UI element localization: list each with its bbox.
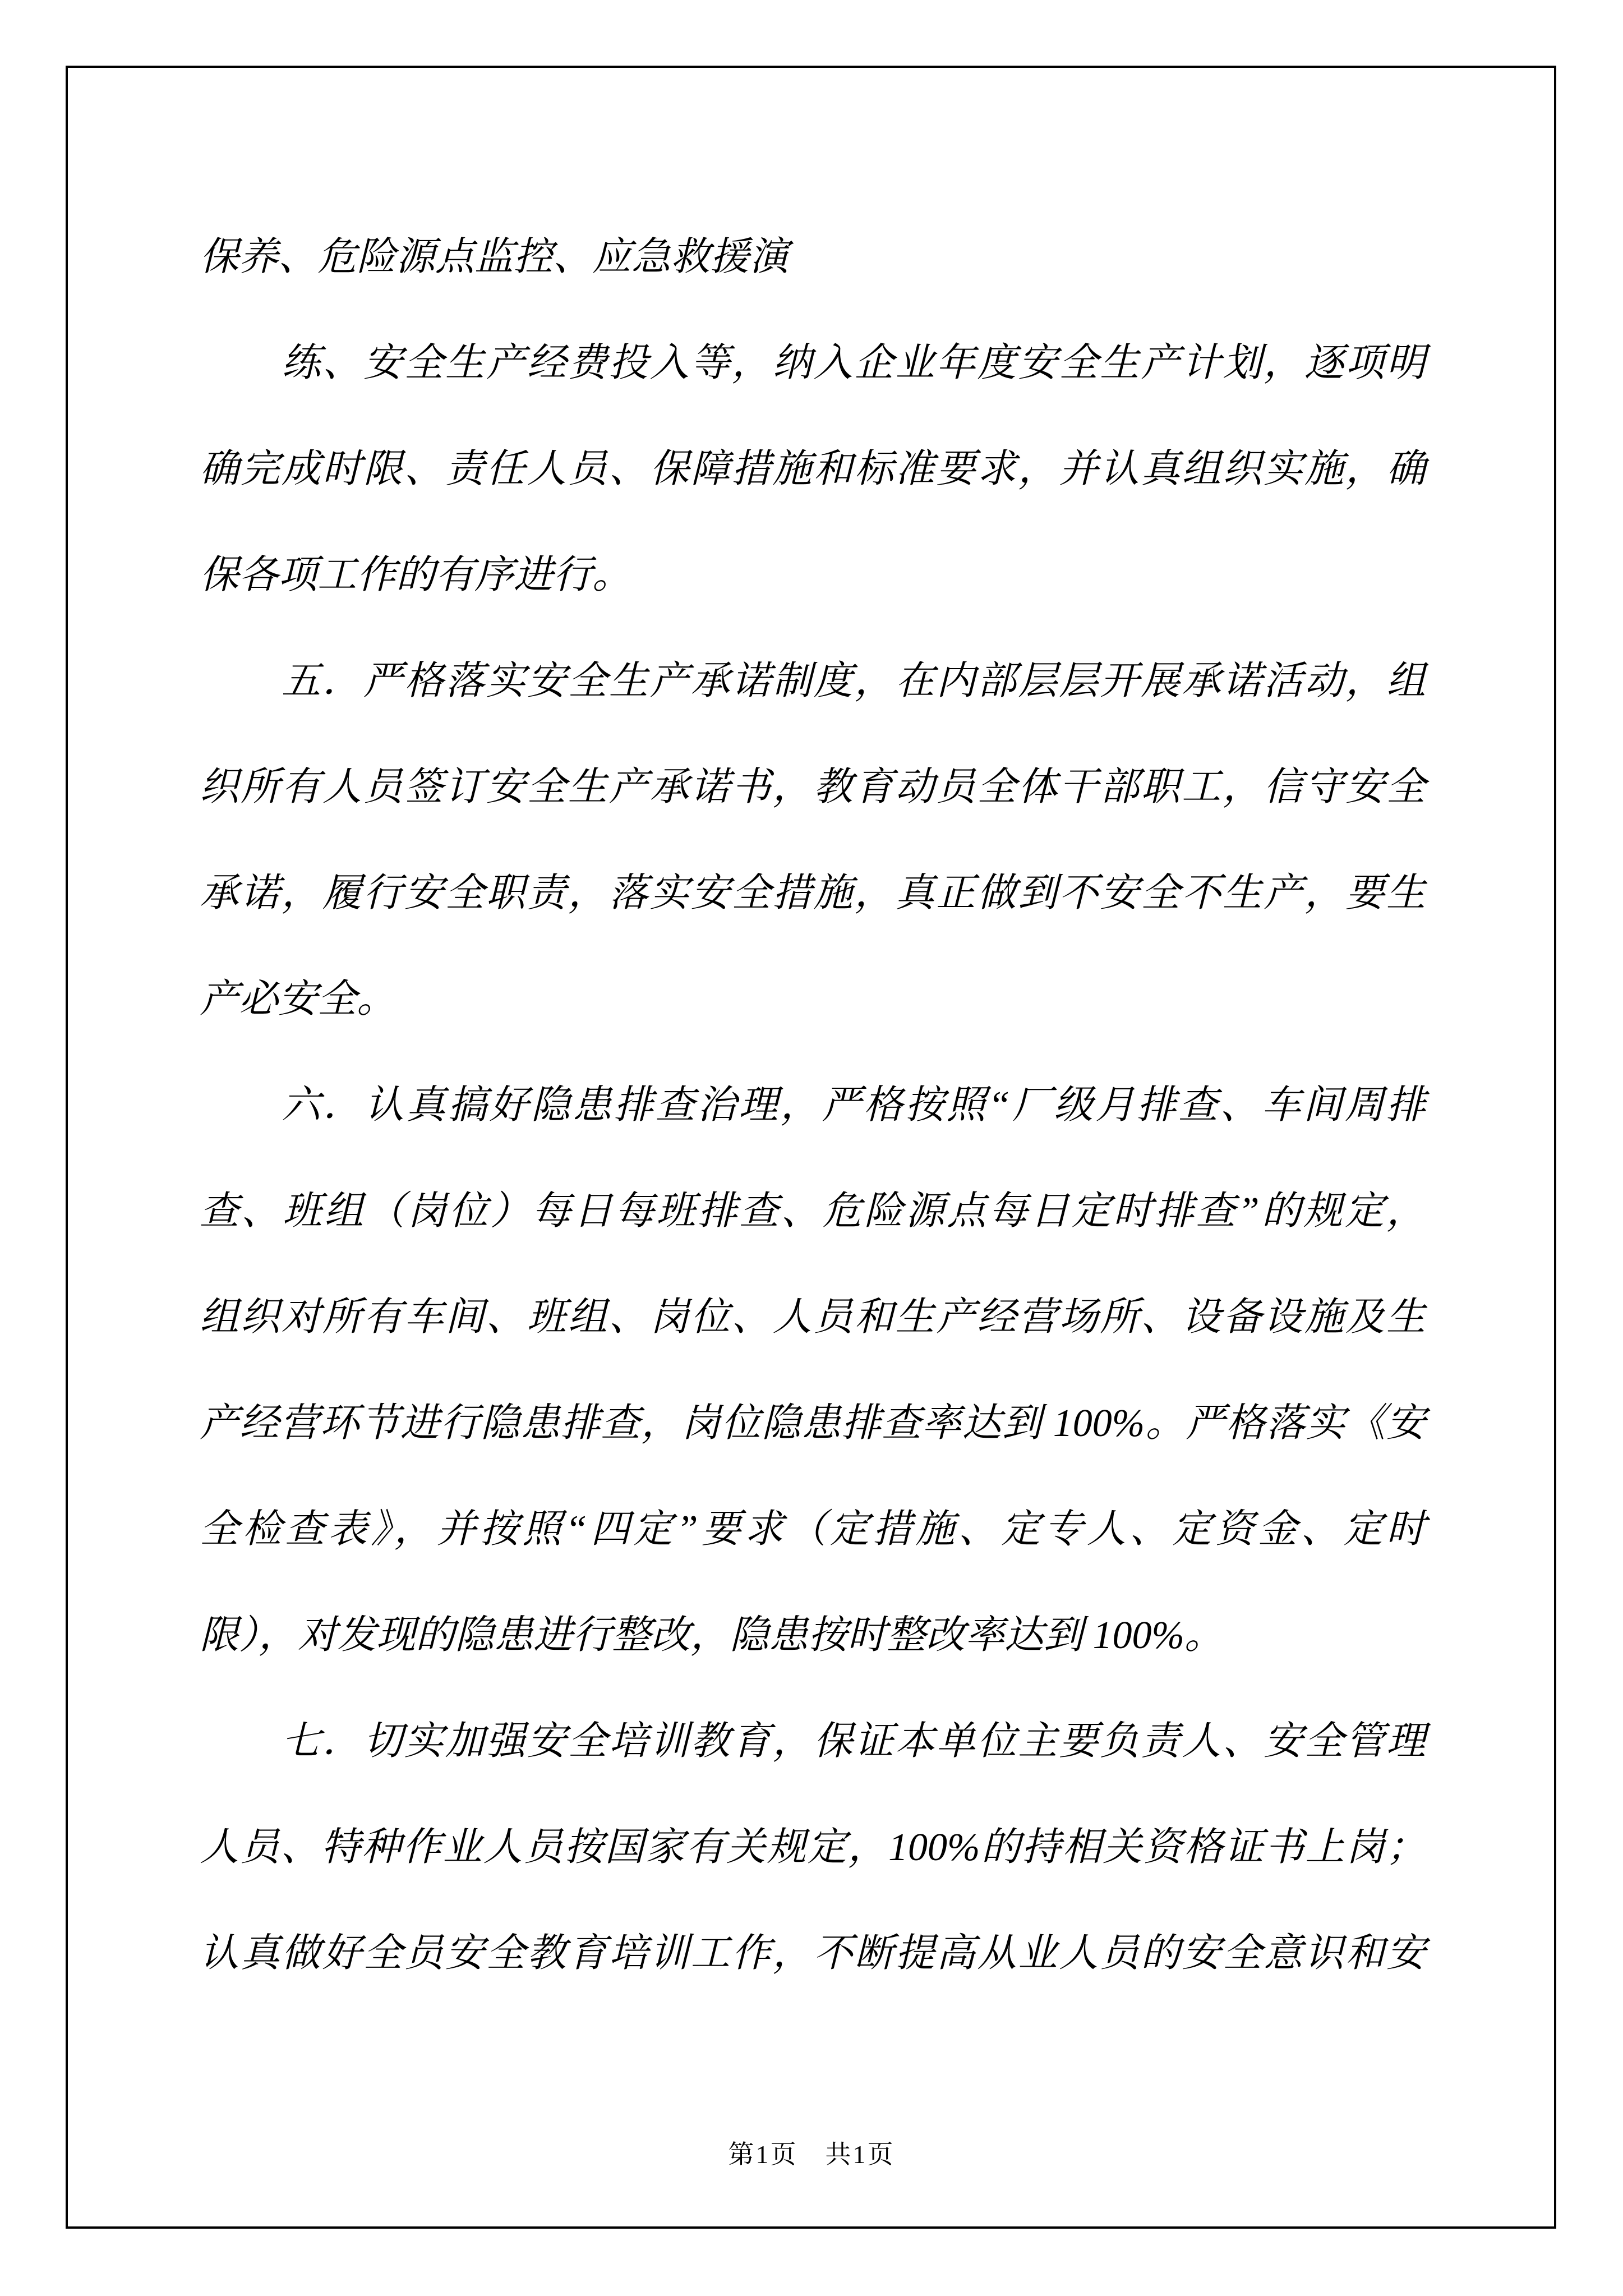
text-line: 五．严格落实安全生产承诺制度，在内部层层开展承诺活动，组 (282, 660, 1426, 703)
text-line: 织所有人员签订安全生产承诺书，教育动员全体干部职工，信守安全 (200, 766, 1426, 809)
text-line: 承诺，履行安全职责，落实安全措施，真正做到不安全不生产，要生 (200, 872, 1426, 915)
text-line: 练、安全生产经费投入等，纳入企业年度安全生产计划，逐项明 (282, 342, 1426, 385)
text-line: 保养、危险源点监控、应急救援演 (200, 236, 789, 279)
page-footer: 第1页 共1页 (728, 2140, 895, 2169)
text-line: 人员、特种作业人员按国家有关规定，100%的持相关资格证书上岗； (200, 1826, 1426, 1869)
text-line: 认真做好全员安全教育培训工作，不断提高从业人员的安全意识和安 (200, 1932, 1426, 1975)
text-line: 全检查表》，并按照“四定”要求（定措施、定专人、定资金、定时 (200, 1508, 1426, 1551)
text-line: 六．认真搞好隐患排查治理，严格按照“厂级月排查、车间周排 (282, 1084, 1426, 1127)
text-line: 七．切实加强安全培训教育，保证本单位主要负责人、安全管理 (282, 1720, 1426, 1763)
document-body (200, 204, 1426, 2007)
text-line: 保各项工作的有序进行。 (200, 554, 631, 597)
text-line: 限），对发现的隐患进行整改，隐患按时整改率达到 100%。 (200, 1614, 1224, 1657)
text-line: 组织对所有车间、班组、岗位、人员和生产经营场所、设备设施及生 (200, 1296, 1426, 1339)
text-line: 确完成时限、责任人员、保障措施和标准要求，并认真组织实施，确 (200, 448, 1426, 491)
text-line: 产必安全。 (200, 978, 396, 1021)
text-line: 查、班组（岗位）每日每班排查、危险源点每日定时排查”的规定， (200, 1190, 1426, 1233)
text-line: 产经营环节进行隐患排查，岗位隐患排查率达到 100%。严格落实《安 (200, 1402, 1426, 1445)
